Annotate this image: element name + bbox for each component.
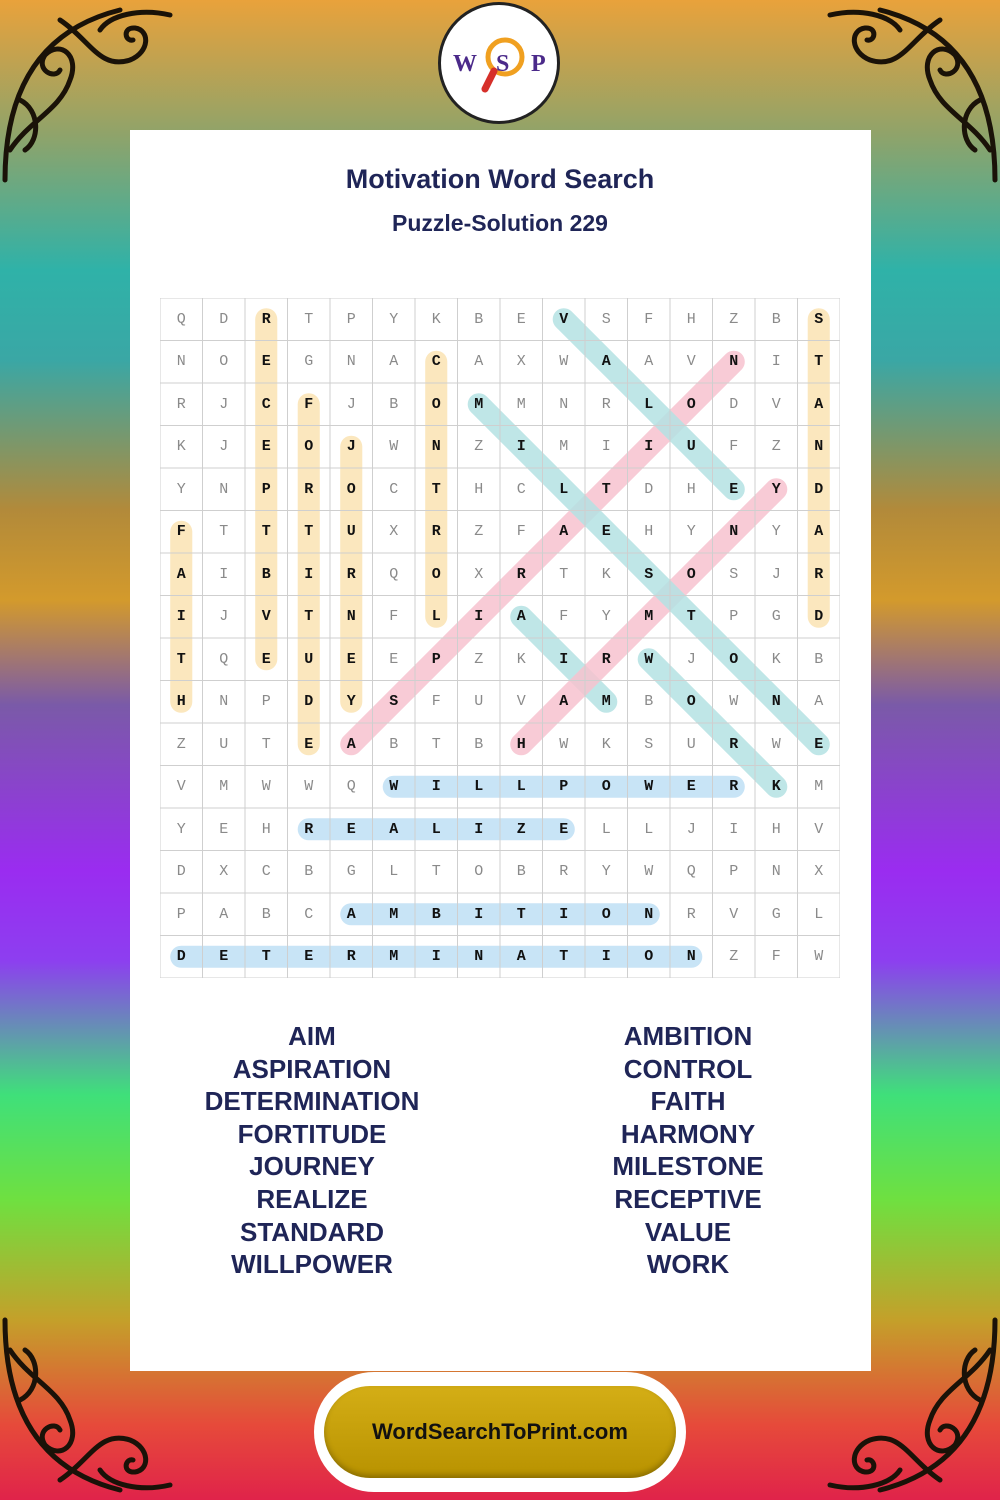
grid-cell[interactable]: T xyxy=(431,480,441,498)
grid-cell[interactable]: N xyxy=(814,438,824,456)
grid-cell[interactable]: O xyxy=(431,565,441,583)
grid-cell[interactable]: T xyxy=(304,310,314,328)
logo-letter-p: P xyxy=(531,51,546,77)
grid-cell[interactable]: N xyxy=(771,863,781,881)
grid-cell[interactable]: Y xyxy=(601,608,611,626)
grid-cell[interactable]: X xyxy=(516,353,526,371)
grid-cell[interactable]: A xyxy=(346,735,356,753)
grid-cell[interactable]: R xyxy=(559,863,569,881)
grid-cell[interactable]: R xyxy=(346,948,356,966)
grid-cell[interactable]: E xyxy=(686,778,696,796)
grid-cell[interactable]: X xyxy=(814,863,824,881)
grid-cell[interactable]: L xyxy=(814,905,824,923)
grid-cell[interactable]: N xyxy=(219,693,229,711)
grid-cell[interactable]: V xyxy=(686,353,696,371)
grid-cell[interactable]: W xyxy=(729,693,739,711)
grid-cell[interactable]: A xyxy=(559,523,569,541)
grid-cell[interactable]: R xyxy=(601,650,611,668)
grid-cell[interactable]: M xyxy=(219,778,229,796)
grid-cell[interactable]: I xyxy=(601,438,611,456)
grid-cell[interactable]: I xyxy=(431,778,441,796)
grid-cell[interactable]: S xyxy=(601,310,611,328)
grid-cell[interactable]: A xyxy=(389,820,399,838)
grid-cell[interactable]: G xyxy=(771,608,781,626)
grid-cell[interactable]: I xyxy=(474,905,484,923)
grid-cell[interactable]: D xyxy=(176,863,186,881)
grid-cell[interactable]: L xyxy=(559,480,569,498)
grid-cell[interactable]: U xyxy=(304,650,314,668)
grid-cell[interactable]: B xyxy=(389,395,399,413)
grid-cell[interactable]: O xyxy=(601,778,611,796)
grid-cell[interactable]: R xyxy=(729,778,739,796)
grid-cell[interactable]: A xyxy=(644,353,654,371)
grid-cell[interactable]: P xyxy=(261,480,271,498)
grid-cell[interactable]: T xyxy=(601,480,611,498)
grid-cell[interactable]: T xyxy=(219,523,229,541)
grid-cell[interactable]: D xyxy=(644,480,654,498)
grid-cell[interactable]: V xyxy=(516,693,526,711)
grid-cell[interactable]: M xyxy=(389,948,399,966)
grid-cell[interactable]: N xyxy=(431,438,441,456)
grid-cell[interactable]: T xyxy=(559,948,569,966)
grid-cell[interactable]: Q xyxy=(219,650,229,668)
grid-cell[interactable]: L xyxy=(644,820,654,838)
grid-cell[interactable]: O xyxy=(304,438,314,456)
grid-cell[interactable]: L xyxy=(601,820,611,838)
grid-cell[interactable]: R xyxy=(304,820,314,838)
grid-cell[interactable]: L xyxy=(474,778,484,796)
word-list-item: DETERMINATION xyxy=(204,1086,420,1117)
grid-cell[interactable]: S xyxy=(389,693,399,711)
grid-cell[interactable]: Q xyxy=(389,565,399,583)
grid-cell[interactable]: E xyxy=(559,820,569,838)
logo-letter-s: S xyxy=(496,51,510,77)
grid-cell[interactable]: N xyxy=(771,693,781,711)
grid-cell[interactable]: R xyxy=(516,565,526,583)
grid-cell[interactable]: N xyxy=(346,353,356,371)
grid-cell[interactable]: P xyxy=(559,778,569,796)
grid-cell[interactable]: B xyxy=(516,863,526,881)
grid-cell[interactable]: R xyxy=(346,565,356,583)
grid-cell[interactable]: C xyxy=(261,395,271,413)
grid-cell[interactable]: O xyxy=(346,480,356,498)
grid-cell[interactable]: D xyxy=(219,310,229,328)
grid-cell[interactable]: J xyxy=(219,395,229,413)
grid-cell[interactable]: Q xyxy=(346,778,356,796)
grid-cell[interactable]: H xyxy=(261,820,271,838)
grid-cell[interactable]: T xyxy=(261,523,271,541)
grid-cell[interactable]: I xyxy=(601,948,611,966)
grid-cell[interactable]: O xyxy=(729,650,739,668)
grid-cell[interactable]: B xyxy=(474,310,484,328)
grid-cell[interactable]: V xyxy=(729,905,739,923)
grid-cell[interactable]: L xyxy=(431,608,441,626)
grid-cell[interactable]: I xyxy=(304,565,314,583)
grid-cell[interactable]: O xyxy=(219,353,229,371)
grid-cell[interactable]: Y xyxy=(346,693,356,711)
grid-cell[interactable]: T xyxy=(814,353,824,371)
grid-cell[interactable]: I xyxy=(474,608,484,626)
grid-cell[interactable]: R xyxy=(814,565,824,583)
grid-cell[interactable]: R xyxy=(686,905,696,923)
grid-cell[interactable]: F xyxy=(644,310,654,328)
grid-cell[interactable]: V xyxy=(261,608,271,626)
grid-cell[interactable]: N xyxy=(219,480,229,498)
grid-cell[interactable]: I xyxy=(559,905,569,923)
grid-cell[interactable]: D xyxy=(304,693,314,711)
grid-cell[interactable]: W xyxy=(559,735,569,753)
grid-cell[interactable]: A xyxy=(814,693,824,711)
grid-cell[interactable]: S xyxy=(644,565,654,583)
grid-cell[interactable]: Y xyxy=(686,523,696,541)
grid-cell[interactable]: E xyxy=(389,650,399,668)
grid-cell[interactable]: R xyxy=(304,480,314,498)
grid-cell[interactable]: J xyxy=(686,650,696,668)
grid-cell[interactable]: H xyxy=(686,310,696,328)
grid-cell[interactable]: H xyxy=(516,735,526,753)
word-list-item: JOURNEY xyxy=(249,1151,375,1182)
grid-cell[interactable]: W xyxy=(814,948,824,966)
grid-cell[interactable]: H xyxy=(686,480,696,498)
grid-cell[interactable]: O xyxy=(644,948,654,966)
grid-cell[interactable]: O xyxy=(431,395,441,413)
grid-cell[interactable]: W xyxy=(644,863,654,881)
word-search-grid[interactable] xyxy=(160,298,840,978)
grid-cell[interactable]: X xyxy=(389,523,399,541)
grid-cell[interactable]: I xyxy=(559,650,569,668)
word-list-item: ASPIRATION xyxy=(232,1053,392,1084)
grid-cell[interactable]: C xyxy=(516,480,526,498)
grid-cell[interactable]: T xyxy=(176,650,186,668)
grid-cell[interactable]: P xyxy=(729,608,739,626)
grid-cell[interactable]: O xyxy=(601,905,611,923)
grid-cell[interactable]: D xyxy=(176,948,186,966)
grid-cell[interactable]: W xyxy=(389,438,399,456)
word-list-item: STANDARD xyxy=(240,1216,384,1247)
grid-cell[interactable]: U xyxy=(346,523,356,541)
word-list-item: WILLPOWER xyxy=(231,1249,393,1280)
grid-cell[interactable]: Y xyxy=(176,480,186,498)
word-list-item: RECEPTIVE xyxy=(614,1183,762,1214)
grid-cell[interactable]: T xyxy=(686,608,696,626)
grid-cell[interactable]: Y xyxy=(771,523,781,541)
grid-cell[interactable]: W xyxy=(559,353,569,371)
grid-cell[interactable]: I xyxy=(516,438,526,456)
grid-cell[interactable]: M xyxy=(601,693,611,711)
grid-cell[interactable]: B xyxy=(644,693,654,711)
grid-cell[interactable]: C xyxy=(304,905,314,923)
wsp-logo xyxy=(438,2,560,124)
word-list-item: FORTITUDE xyxy=(237,1118,387,1149)
grid-cell[interactable]: Z xyxy=(729,310,739,328)
grid-cell[interactable]: W xyxy=(644,778,654,796)
grid-cell[interactable]: P xyxy=(431,650,441,668)
grid-cell[interactable]: H xyxy=(474,480,484,498)
grid-cell[interactable]: Q xyxy=(686,863,696,881)
grid-cell[interactable]: W xyxy=(304,778,314,796)
grid-cell[interactable]: N xyxy=(559,395,569,413)
grid-cell[interactable]: E xyxy=(346,820,356,838)
grid-cell[interactable]: J xyxy=(686,820,696,838)
grid-cell[interactable]: E xyxy=(219,948,229,966)
grid-cell[interactable]: O xyxy=(686,395,696,413)
grid-cell[interactable]: E xyxy=(814,735,824,753)
grid-cell[interactable]: E xyxy=(601,523,611,541)
grid-cell[interactable]: U xyxy=(474,693,484,711)
grid-cell[interactable]: C xyxy=(261,863,271,881)
grid-cell[interactable]: F xyxy=(389,608,399,626)
grid-cell[interactable]: Z xyxy=(176,735,186,753)
grid-cell[interactable]: P xyxy=(346,310,356,328)
grid-cell[interactable]: R xyxy=(729,735,739,753)
grid-cell[interactable]: F xyxy=(516,523,526,541)
grid-cell[interactable]: N xyxy=(729,353,739,371)
grid-cell[interactable]: M xyxy=(516,395,526,413)
grid-cell[interactable]: Z xyxy=(474,523,484,541)
grid-cell[interactable]: L xyxy=(644,395,654,413)
grid-cell[interactable]: Z xyxy=(474,650,484,668)
grid-cell[interactable]: J xyxy=(346,395,356,413)
grid-cell[interactable]: F xyxy=(729,438,739,456)
grid-cell[interactable]: K xyxy=(516,650,526,668)
grid-cell[interactable]: D xyxy=(814,608,824,626)
grid-cell[interactable]: M xyxy=(474,395,484,413)
grid-cell[interactable]: L xyxy=(516,778,526,796)
grid-cell[interactable]: J xyxy=(219,608,229,626)
grid-cell[interactable]: V xyxy=(814,820,824,838)
grid-cell[interactable]: F xyxy=(771,948,781,966)
grid-cell[interactable]: R xyxy=(176,395,186,413)
grid-cell[interactable]: T xyxy=(559,565,569,583)
grid-cell[interactable]: P xyxy=(729,863,739,881)
grid-cell[interactable]: J xyxy=(346,438,356,456)
grid-cell[interactable]: H xyxy=(644,523,654,541)
grid-cell[interactable]: A xyxy=(176,565,186,583)
grid-cell[interactable]: E xyxy=(304,735,314,753)
grid-cell[interactable]: N xyxy=(474,948,484,966)
word-list-item: AMBITION xyxy=(623,1021,753,1051)
grid-cell[interactable]: K xyxy=(176,438,186,456)
grid-cell[interactable]: T xyxy=(431,735,441,753)
grid-cell[interactable]: S xyxy=(644,735,654,753)
grid-cell[interactable]: A xyxy=(516,608,526,626)
grid-cell[interactable]: Z xyxy=(771,438,781,456)
logo-letter-w: W xyxy=(453,51,477,77)
grid-cell[interactable]: I xyxy=(474,820,484,838)
grid-cell[interactable]: X xyxy=(474,565,484,583)
grid-cell[interactable]: R xyxy=(431,523,441,541)
grid-cell[interactable]: Y xyxy=(771,480,781,498)
grid-cell[interactable]: O xyxy=(474,863,484,881)
grid-cell[interactable]: Q xyxy=(176,310,186,328)
grid-cell[interactable]: N xyxy=(176,353,186,371)
word-list-item: REALIZE xyxy=(256,1183,368,1214)
grid-cell[interactable]: I xyxy=(644,438,654,456)
grid-cell[interactable]: V xyxy=(176,778,186,796)
grid-cell[interactable]: L xyxy=(389,863,399,881)
grid-cell[interactable]: A xyxy=(389,353,399,371)
grid-cell[interactable]: E xyxy=(729,480,739,498)
word-list-left xyxy=(102,1020,522,1281)
footer-site-link[interactable]: WordSearchToPrint.com xyxy=(324,1386,676,1478)
word-list-item: FAITH xyxy=(650,1086,726,1117)
word-list-item: CONTROL xyxy=(623,1053,753,1084)
grid-cell[interactable]: B xyxy=(474,735,484,753)
grid-cell[interactable]: M xyxy=(644,608,654,626)
grid-cell[interactable]: D xyxy=(814,480,824,498)
grid-cell[interactable]: T xyxy=(261,948,271,966)
grid-cell[interactable]: B xyxy=(261,905,271,923)
grid-cell[interactable]: E xyxy=(261,650,271,668)
grid-cell[interactable]: T xyxy=(431,863,441,881)
grid-cell[interactable]: G xyxy=(771,905,781,923)
grid-cell[interactable]: N xyxy=(346,608,356,626)
grid-cell[interactable]: G xyxy=(304,353,314,371)
grid-cell[interactable]: H xyxy=(771,820,781,838)
word-list-item: HARMONY xyxy=(620,1118,756,1149)
grid-cell[interactable]: A xyxy=(219,905,229,923)
grid-cell[interactable]: E xyxy=(304,948,314,966)
grid-cell[interactable]: A xyxy=(559,693,569,711)
grid-cell[interactable]: A xyxy=(474,353,484,371)
grid-cell[interactable]: T xyxy=(261,735,271,753)
grid-cell[interactable]: I xyxy=(431,948,441,966)
grid-cell[interactable]: W xyxy=(261,778,271,796)
grid-cell[interactable]: R xyxy=(601,395,611,413)
word-list-item: MILESTONE xyxy=(612,1151,764,1182)
word-list-item: VALUE xyxy=(644,1216,732,1247)
grid-cell[interactable]: E xyxy=(261,438,271,456)
grid-cell[interactable]: K xyxy=(601,735,611,753)
grid-cell[interactable]: F xyxy=(176,523,186,541)
grid-cell[interactable]: F xyxy=(431,693,441,711)
grid-cell[interactable]: A xyxy=(346,905,356,923)
grid-cell[interactable]: Z xyxy=(474,438,484,456)
grid-cell[interactable]: V xyxy=(771,395,781,413)
grid-cell[interactable]: I xyxy=(771,353,781,371)
grid-cell[interactable]: S xyxy=(814,310,824,328)
grid-cell[interactable]: W xyxy=(771,735,781,753)
grid-cell[interactable]: A xyxy=(814,523,824,541)
grid-cell[interactable]: T xyxy=(304,608,314,626)
grid-cell[interactable]: E xyxy=(219,820,229,838)
grid-cell[interactable]: V xyxy=(559,310,569,328)
grid-cell[interactable]: P xyxy=(261,693,271,711)
puzzle-title: Motivation Word Search xyxy=(345,164,655,194)
grid-cell[interactable]: N xyxy=(686,948,696,966)
word-list-item: AIM xyxy=(288,1021,336,1051)
grid-cell[interactable]: Y xyxy=(176,820,186,838)
grid-cell[interactable]: O xyxy=(686,693,696,711)
grid-cell[interactable]: A xyxy=(516,948,526,966)
grid-cell[interactable]: W xyxy=(644,650,654,668)
grid-cell[interactable]: I xyxy=(219,565,229,583)
grid-cell[interactable]: K xyxy=(771,650,781,668)
grid-cell[interactable]: U xyxy=(219,735,229,753)
word-list-right xyxy=(478,1020,898,1281)
grid-cell[interactable]: B xyxy=(814,650,824,668)
grid-cell[interactable]: E xyxy=(346,650,356,668)
grid-cell[interactable]: K xyxy=(431,310,441,328)
grid-cell[interactable]: X xyxy=(219,863,229,881)
grid-cell[interactable]: E xyxy=(261,353,271,371)
grid-cell[interactable]: N xyxy=(729,523,739,541)
grid-cell[interactable]: T xyxy=(516,905,526,923)
grid-cell[interactable]: E xyxy=(516,310,526,328)
grid-cell[interactable]: Y xyxy=(601,863,611,881)
grid-cell[interactable]: C xyxy=(389,480,399,498)
grid-cell[interactable]: J xyxy=(219,438,229,456)
grid-cell[interactable]: W xyxy=(389,778,399,796)
grid-cell[interactable]: M xyxy=(814,778,824,796)
grid-cell[interactable]: F xyxy=(304,395,314,413)
grid-cell[interactable]: Z xyxy=(729,948,739,966)
grid-cell[interactable]: F xyxy=(559,608,569,626)
grid-cell[interactable]: B xyxy=(431,905,441,923)
grid-cell[interactable]: M xyxy=(389,905,399,923)
grid-cell[interactable]: Y xyxy=(389,310,399,328)
grid-cell[interactable]: K xyxy=(771,778,781,796)
grid-cell[interactable]: I xyxy=(729,820,739,838)
grid-cell[interactable]: C xyxy=(431,353,441,371)
grid-cell[interactable]: I xyxy=(176,608,186,626)
grid-cell[interactable]: P xyxy=(176,905,186,923)
grid-cell[interactable]: L xyxy=(431,820,441,838)
grid-cell[interactable]: B xyxy=(389,735,399,753)
puzzle-subtitle: Puzzle-Solution 229 xyxy=(392,210,608,236)
grid-cell[interactable]: R xyxy=(261,310,271,328)
grid-cell[interactable]: B xyxy=(261,565,271,583)
grid-cell[interactable]: A xyxy=(814,395,824,413)
grid-cell[interactable]: O xyxy=(686,565,696,583)
grid-cell[interactable]: A xyxy=(601,353,611,371)
grid-cell[interactable]: H xyxy=(176,693,186,711)
word-list-item: WORK xyxy=(646,1249,730,1280)
grid-cell[interactable]: Z xyxy=(516,820,526,838)
grid-cell[interactable]: B xyxy=(771,310,781,328)
grid-cell[interactable]: B xyxy=(304,863,314,881)
grid-cell[interactable]: J xyxy=(771,565,781,583)
grid-cell[interactable]: S xyxy=(729,565,739,583)
grid-cell[interactable]: U xyxy=(686,735,696,753)
grid-cell[interactable]: U xyxy=(686,438,696,456)
grid-cell[interactable]: T xyxy=(304,523,314,541)
grid-cell[interactable]: M xyxy=(559,438,569,456)
grid-cell[interactable]: G xyxy=(346,863,356,881)
grid-cell[interactable]: K xyxy=(601,565,611,583)
grid-cell[interactable]: N xyxy=(644,905,654,923)
grid-cell[interactable]: D xyxy=(729,395,739,413)
